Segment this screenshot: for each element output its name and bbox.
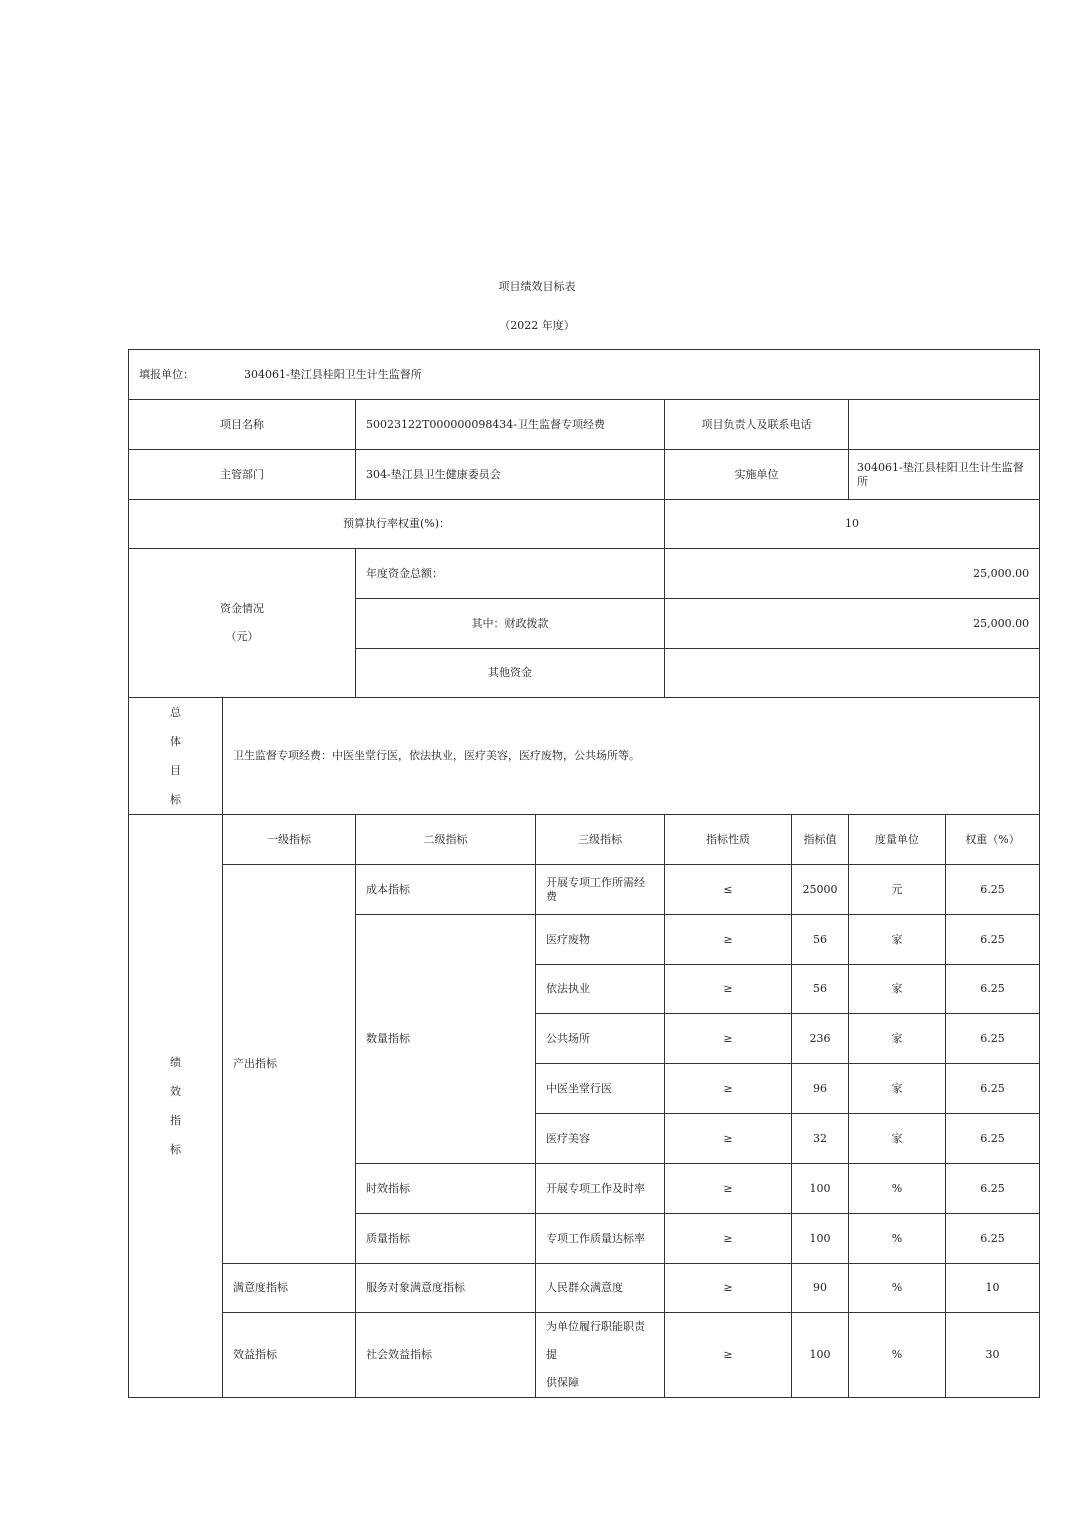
overall-goal-label — [129, 698, 223, 815]
filler-row — [129, 350, 1040, 400]
indicator-weight: 6.25 — [946, 1114, 1040, 1164]
indicator-op: ≥ — [665, 1313, 792, 1398]
overall-goal-text: 卫生监督专项经费：中医坐堂行医，依法执业，医疗美容，医疗废物，公共场所等。 — [223, 698, 1040, 815]
level3-name-line2: 供保障 — [546, 1376, 579, 1389]
indicator-weight: 6.25 — [946, 915, 1040, 965]
goal-char: 目 — [170, 764, 181, 777]
funds-total-label: 年度资金总额： — [356, 549, 665, 599]
indicator-value: 56 — [792, 915, 849, 965]
indicator-value: 100 — [792, 1313, 849, 1398]
indicator-value: 56 — [792, 965, 849, 1014]
indicator-op: ≥ — [665, 1064, 792, 1114]
funds-other-value — [665, 649, 1040, 698]
indicator-op: ≤ — [665, 865, 792, 915]
level3-name: 开展专项工作所需经费 — [536, 865, 665, 915]
goal-char: 标 — [170, 793, 181, 806]
indicator-value: 25000 — [792, 865, 849, 915]
column-header: 三级指标 — [536, 815, 665, 865]
funds-label — [129, 549, 356, 698]
indicator-weight: 6.25 — [946, 1214, 1040, 1264]
indicator-value: 100 — [792, 1214, 849, 1264]
budget-rate-value: 10 — [665, 500, 1040, 549]
column-header: 指标性质 — [665, 815, 792, 865]
level3-name-line1: 为单位履行职能职责提 — [546, 1320, 645, 1361]
indicator-header-row — [129, 815, 1040, 865]
funds-total-row — [129, 549, 1040, 599]
column-header: 指标值 — [792, 815, 849, 865]
level2-social: 社会效益指标 — [356, 1313, 536, 1398]
indicator-unit: % — [849, 1264, 946, 1313]
performance-target-table — [128, 349, 1040, 1398]
indicator-value: 96 — [792, 1064, 849, 1114]
level3-name: 人民群众满意度 — [536, 1264, 665, 1313]
indicator-op: ≥ — [665, 1214, 792, 1264]
indicator-weight: 6.25 — [946, 1164, 1040, 1214]
level3-name: 开展专项工作及时率 — [536, 1164, 665, 1214]
level3-name: 公共场所 — [536, 1014, 665, 1064]
level3-name: 依法执业 — [536, 965, 665, 1014]
indicator-char: 绩 — [170, 1056, 181, 1069]
indicators-label — [129, 815, 223, 1398]
indicator-unit: % — [849, 1313, 946, 1398]
indicator-value: 90 — [792, 1264, 849, 1313]
level3-name: 中医坐堂行医 — [536, 1064, 665, 1114]
column-header: 一级指标 — [223, 815, 356, 865]
indicator-op: ≥ — [665, 1164, 792, 1214]
column-header: 度量单位 — [849, 815, 946, 865]
impl-label: 实施单位 — [665, 450, 849, 500]
indicator-char: 指 — [170, 1114, 181, 1127]
indicator-value: 100 — [792, 1164, 849, 1214]
goal-char: 总 — [170, 706, 181, 719]
table-row — [129, 1313, 1040, 1398]
indicator-weight: 6.25 — [946, 865, 1040, 915]
column-header: 权重（%） — [946, 815, 1040, 865]
level1-satisfaction: 满意度指标 — [223, 1264, 356, 1313]
indicator-char: 效 — [170, 1085, 181, 1098]
project-name-value: 50023122T000000098434-卫生监督专项经费 — [356, 400, 665, 450]
indicator-weight: 6.25 — [946, 1014, 1040, 1064]
indicator-unit: 元 — [849, 865, 946, 915]
filler-value: 304061-垫江县桂阳卫生计生监督所 — [244, 367, 422, 381]
overall-goal-row — [129, 698, 1040, 815]
level1-benefit: 效益指标 — [223, 1313, 356, 1398]
indicator-weight: 10 — [946, 1264, 1040, 1313]
budget-rate-row — [129, 500, 1040, 549]
indicator-op: ≥ — [665, 1264, 792, 1313]
level1-output: 产出指标 — [223, 865, 356, 1264]
indicator-unit: 家 — [849, 965, 946, 1014]
indicator-op: ≥ — [665, 1114, 792, 1164]
funds-other-label: 其他资金 — [356, 649, 665, 698]
level3-name: 专项工作质量达标率 — [536, 1214, 665, 1264]
indicator-value: 32 — [792, 1114, 849, 1164]
level2-quantity: 数量指标 — [356, 915, 536, 1164]
level3-name — [536, 1313, 665, 1398]
indicator-unit: 家 — [849, 915, 946, 965]
funds-label-line1: 资金情况 — [220, 602, 264, 615]
indicator-op: ≥ — [665, 915, 792, 965]
level3-name: 医疗美容 — [536, 1114, 665, 1164]
level2-satisfaction: 服务对象满意度指标 — [356, 1264, 536, 1313]
contact-value — [849, 400, 1040, 450]
indicator-unit: % — [849, 1214, 946, 1264]
level3-name: 医疗废物 — [536, 915, 665, 965]
budget-rate-label: 预算执行率权重(%)： — [129, 500, 665, 549]
project-name-label: 项目名称 — [129, 400, 356, 450]
funds-fiscal-label: 其中：财政拨款 — [356, 599, 665, 649]
year-subtitle: （2022 年度） — [499, 319, 575, 332]
indicator-unit: 家 — [849, 1014, 946, 1064]
table-row — [129, 865, 1040, 915]
project-name-row — [129, 400, 1040, 450]
level2-quality: 质量指标 — [356, 1214, 536, 1264]
indicator-unit: % — [849, 1164, 946, 1214]
indicator-unit: 家 — [849, 1114, 946, 1164]
page-title: 项目绩效目标表 — [498, 280, 576, 293]
goal-char: 体 — [170, 735, 181, 748]
indicator-weight: 6.25 — [946, 1064, 1040, 1114]
table-row — [129, 1264, 1040, 1313]
level2-timeliness: 时效指标 — [356, 1164, 536, 1214]
indicator-char: 标 — [170, 1143, 181, 1156]
indicator-weight: 30 — [946, 1313, 1040, 1398]
indicator-op: ≥ — [665, 1014, 792, 1064]
level2-cost: 成本指标 — [356, 865, 536, 915]
department-row — [129, 450, 1040, 500]
indicator-weight: 6.25 — [946, 965, 1040, 1014]
contact-label: 项目负责人及联系电话 — [665, 400, 849, 450]
indicator-op: ≥ — [665, 965, 792, 1014]
filler-cell — [129, 350, 1040, 400]
filler-label: 填报单位： — [139, 367, 194, 381]
indicator-unit: 家 — [849, 1064, 946, 1114]
funds-fiscal-value: 25,000.00 — [665, 599, 1040, 649]
indicator-value: 236 — [792, 1014, 849, 1064]
impl-value: 304061-垫江县桂阳卫生计生监督所 — [849, 450, 1040, 500]
dept-value: 304-垫江县卫生健康委员会 — [356, 450, 665, 500]
funds-label-line2: （元） — [225, 630, 259, 643]
dept-label: 主管部门 — [129, 450, 356, 500]
funds-total-value: 25,000.00 — [665, 549, 1040, 599]
column-header: 二级指标 — [356, 815, 536, 865]
